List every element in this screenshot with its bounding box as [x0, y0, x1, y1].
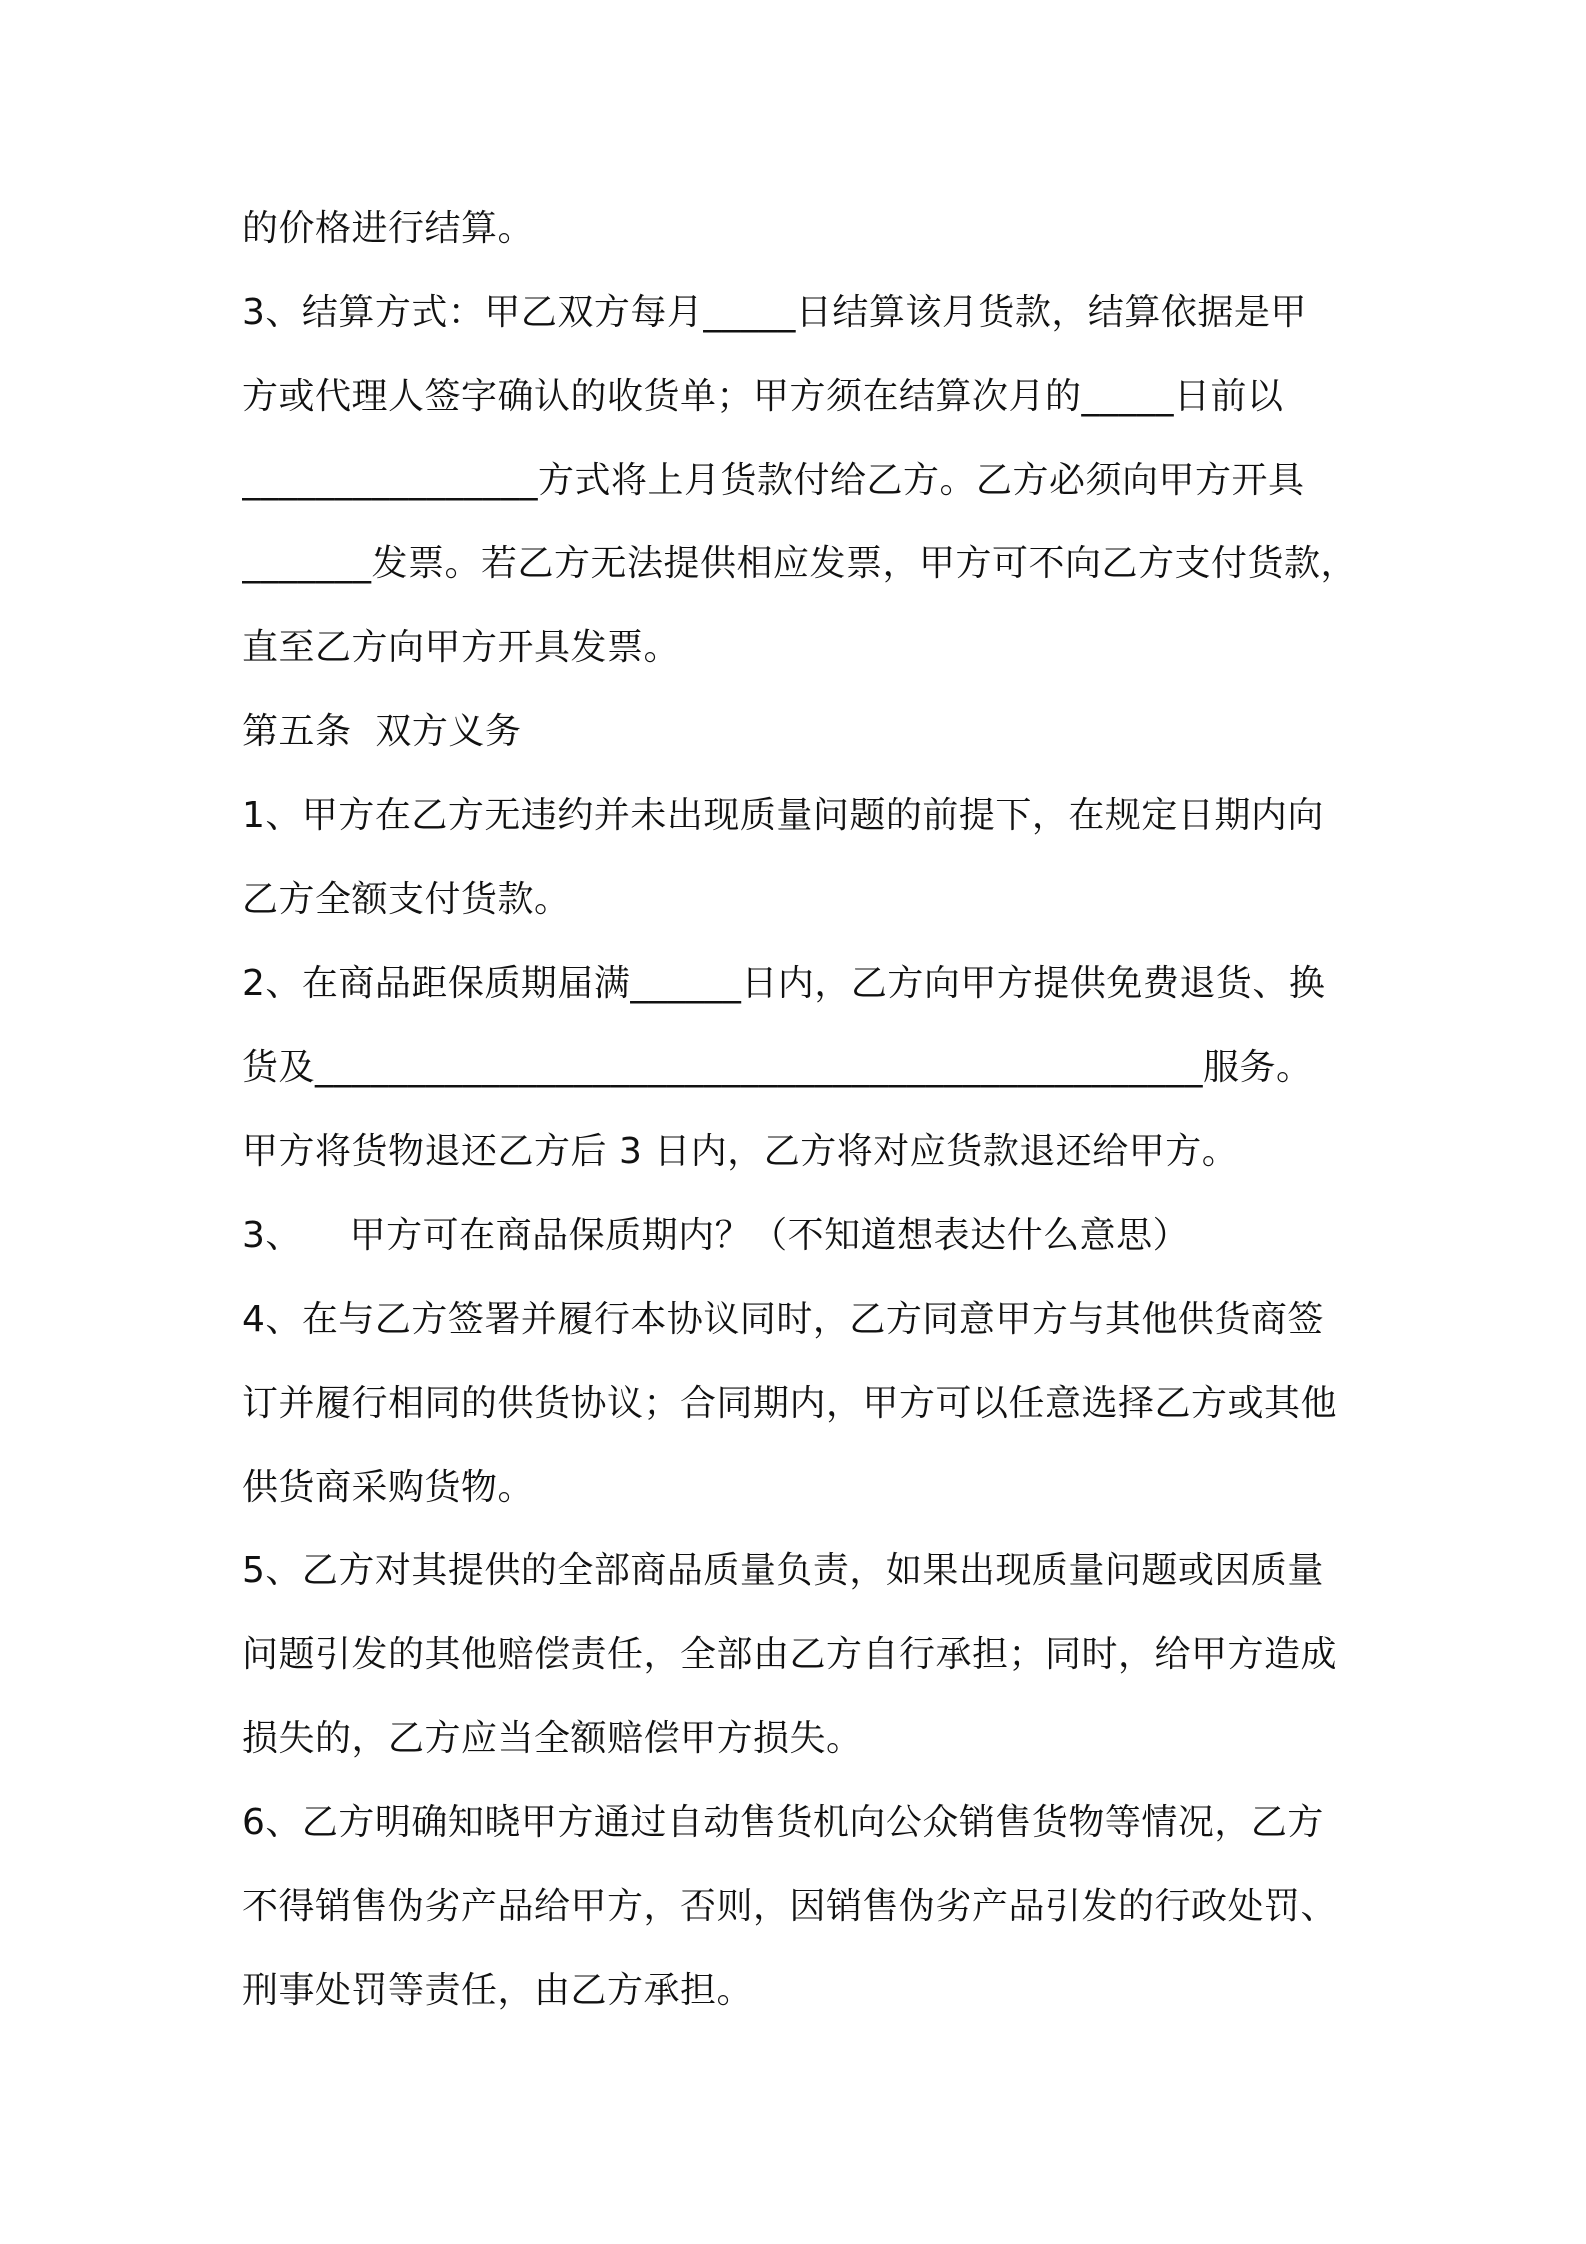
text-line: 1、甲方在乙方无违约并未出现质量问题的前提下，在规定日期内向	[242, 795, 1324, 836]
text-line: 6、乙方明确知晓甲方通过自动售货机向公众销售货物等情况，乙方	[242, 1802, 1324, 1843]
text-line: 4、在与乙方签署并履行本协议同时，乙方同意甲方与其他供货商签	[242, 1299, 1324, 1340]
text-line: 乙方全额支付货款。	[242, 879, 571, 920]
section-heading: 第五条 双方义务	[242, 711, 522, 752]
text-line: 问题引发的其他赔偿责任，全部由乙方自行承担；同时，给甲方造成	[242, 1634, 1338, 1675]
text-line: 的价格进行结算。	[242, 208, 535, 249]
text-line: 供货商采购货物。	[242, 1467, 535, 1508]
text-line: 损失的，乙方应当全额赔偿甲方损失。	[242, 1718, 863, 1759]
text-line: 3、 甲方可在商品保质期内？（不知道想表达什么意思）	[242, 1215, 1190, 1256]
text-line: 3、结算方式：甲乙双方每月_____日结算该月货款，结算依据是甲	[242, 292, 1307, 333]
text-line: ________________方式将上月货款付给乙方。乙方必须向甲方开具	[242, 460, 1305, 501]
text-line: 直至乙方向甲方开具发票。	[242, 627, 681, 668]
text-line: _______发票。若乙方无法提供相应发票，甲方可不向乙方支付货款，	[242, 543, 1357, 584]
text-line: 甲方将货物退还乙方后 3 日内，乙方将对应货款退还给甲方。	[242, 1131, 1239, 1172]
text-line: 货及________________________________________________服务。	[242, 1047, 1313, 1088]
text-line: 订并履行相同的供货协议；合同期内，甲方可以任意选择乙方或其他	[242, 1383, 1338, 1424]
text-line: 方或代理人签字确认的收货单；甲方须在结算次月的_____日前以	[242, 376, 1284, 417]
text-line: 5、乙方对其提供的全部商品质量负责，如果出现质量问题或因质量	[242, 1550, 1324, 1591]
text-line: 刑事处罚等责任，由乙方承担。	[242, 1970, 754, 2011]
text-line: 2、在商品距保质期届满______日内，乙方向甲方提供免费退货、换	[242, 963, 1326, 1004]
text-line: 不得销售伪劣产品给甲方，否则，因销售伪劣产品引发的行政处罚、	[242, 1886, 1338, 1927]
